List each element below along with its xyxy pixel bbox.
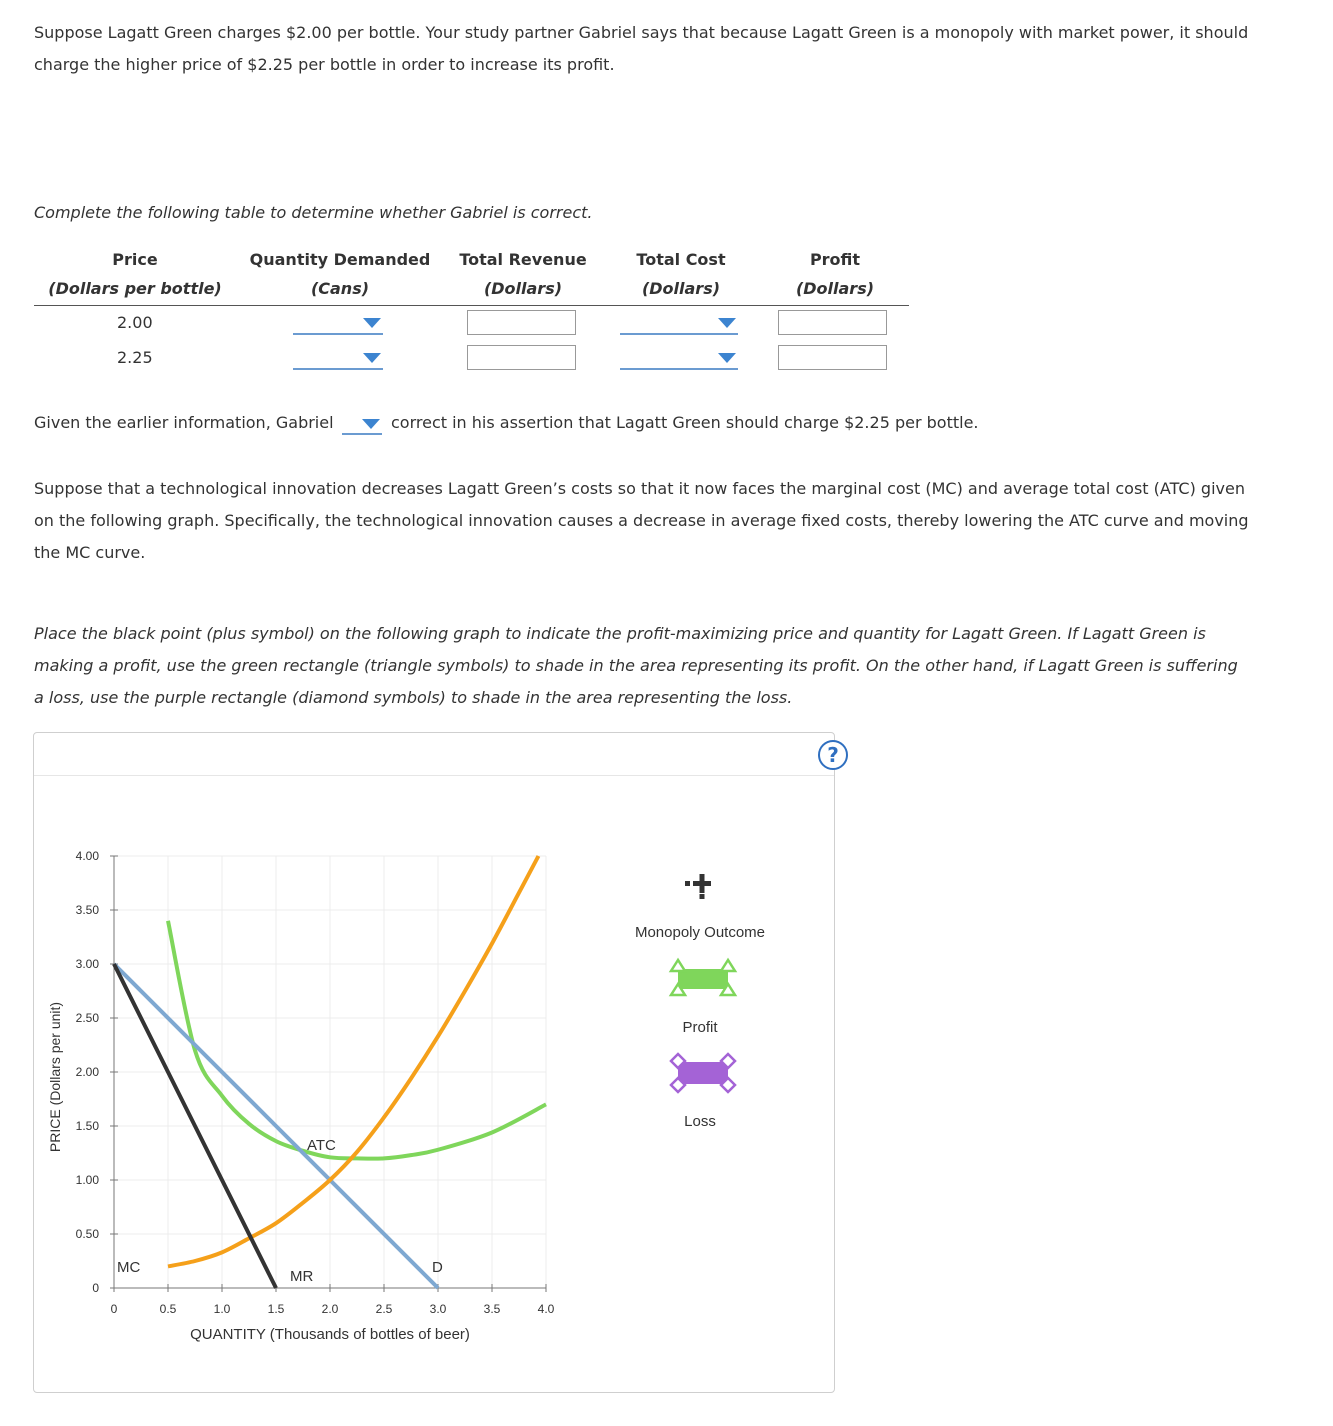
header-total-cost-unit: (Dollars) — [641, 279, 721, 298]
intro-line-2: charge the higher price of $2.25 per bottle in order to increase its profit. — [34, 55, 615, 74]
total-cost-dropdown-row-2[interactable] — [620, 346, 738, 370]
total-revenue-input-row-1[interactable] — [467, 310, 576, 335]
help-icon[interactable]: ? — [818, 740, 848, 770]
point-marker-icon — [685, 881, 690, 886]
quantity-dropdown-row-2[interactable] — [293, 346, 383, 370]
total-revenue-input-row-2[interactable] — [467, 345, 576, 370]
dropdown-arrow-icon — [718, 318, 736, 328]
mc-curve-label: MC — [117, 1259, 141, 1276]
atc-curve-label: ATC — [307, 1137, 336, 1154]
plus-icon-vertical — [700, 874, 705, 893]
graph-header-divider — [34, 775, 834, 776]
y-tick-label: 4.00 — [75, 849, 99, 863]
header-total-revenue: Total Revenue — [459, 250, 587, 269]
y-tick-label: 0 — [92, 1281, 99, 1295]
x-axis-label: QUANTITY (Thousands of bottles of beer) — [190, 1326, 470, 1343]
x-tick-label: 2.0 — [321, 1302, 339, 1316]
profit-input-row-1[interactable] — [778, 310, 887, 335]
tech-line-2: on the following graph. Specifically, the technological innovation causes a decrease in average fixed costs, thereby lowering the ATC curve and moving — [34, 511, 1249, 530]
header-profit: Profit — [809, 250, 861, 269]
dropdown-arrow-icon — [363, 353, 381, 363]
place-line-1: Place the black point (plus symbol) on the following graph to indicate the profit-maximizing price and quantity for Lagatt Green. If Lagatt Green is — [34, 624, 1206, 643]
table-instruction: Complete the following table to determine whether Gabriel is correct. — [34, 203, 593, 222]
tech-line-1: Suppose that a technological innovation decreases Lagatt Green’s costs so that it now faces the marginal cost (MC) and average total cost (ATC) given — [34, 479, 1245, 498]
assertion-before: Given the earlier information, Gabriel — [34, 413, 334, 432]
x-tick-label: 4.0 — [537, 1302, 555, 1316]
header-total-cost: Total Cost — [636, 250, 726, 269]
tech-paragraph — [34, 473, 1284, 569]
x-tick-label: 2.5 — [375, 1302, 393, 1316]
graph-instructions — [34, 618, 1284, 714]
quantity-dropdown-row-1[interactable] — [293, 311, 383, 335]
header-quantity: Quantity Demanded — [249, 250, 431, 269]
loss-rectangle — [678, 1062, 728, 1084]
point-marker-icon — [700, 894, 705, 899]
place-line-3: a loss, use the purple rectangle (diamond symbols) to shade in the area representing the loss. — [34, 688, 793, 707]
legend-loss: Loss — [684, 1113, 716, 1130]
dropdown-arrow-icon — [363, 318, 381, 328]
header-quantity-unit: (Cans) — [310, 279, 370, 298]
y-tick-label: 1.50 — [75, 1119, 99, 1133]
y-tick-label: 1.00 — [75, 1173, 99, 1187]
y-tick-label: 2.00 — [75, 1065, 99, 1079]
y-tick-label: 3.50 — [75, 903, 99, 917]
tech-line-3: the MC curve. — [34, 543, 146, 562]
total-cost-dropdown-row-1[interactable] — [620, 311, 738, 335]
x-tick-label: 0.5 — [159, 1302, 177, 1316]
mr-curve-label: MR — [290, 1268, 314, 1285]
header-profit-unit: (Dollars) — [795, 279, 875, 298]
x-tick-label: 0 — [110, 1302, 118, 1316]
header-total-revenue-unit: (Dollars) — [483, 279, 563, 298]
y-tick-label: 0.50 — [75, 1227, 99, 1241]
x-tick-label: 3.0 — [429, 1302, 447, 1316]
profit-input-row-2[interactable] — [778, 345, 887, 370]
legend-profit: Profit — [682, 1019, 718, 1036]
x-tick-label: 1.5 — [267, 1302, 285, 1316]
y-axis-label: PRICE (Dollars per unit) — [47, 1001, 63, 1153]
dropdown-arrow-icon — [718, 353, 736, 363]
legend-monopoly-outcome: Monopoly Outcome — [634, 924, 766, 941]
intro-paragraph — [34, 17, 1284, 81]
intro-line-1: Suppose Lagatt Green charges $2.00 per bottle. Your study partner Gabriel says that because Lagatt Green is a monopoly with market power, it should — [34, 23, 1249, 42]
x-tick-label: 1.0 — [213, 1302, 231, 1316]
assertion-after: correct in his assertion that Lagatt Green should charge $2.25 per bottle. — [391, 413, 979, 432]
row-price: 2.00 — [117, 313, 153, 332]
x-tick-label: 3.5 — [483, 1302, 501, 1316]
d-curve-label: D — [432, 1259, 443, 1276]
table-header-rule — [34, 305, 909, 306]
row-price: 2.25 — [117, 348, 153, 367]
place-line-2: making a profit, use the green rectangle (triangle symbols) to shade in the area representing its profit. On the other hand, if Lagatt Green is suffering — [34, 656, 1238, 675]
y-tick-label: 2.50 — [75, 1011, 99, 1025]
header-price: Price — [112, 250, 158, 269]
assertion-dropdown[interactable] — [342, 413, 382, 435]
dropdown-arrow-icon — [362, 419, 380, 429]
header-price-unit: (Dollars per bottle) — [48, 279, 222, 298]
y-tick-label: 3.00 — [75, 957, 99, 971]
